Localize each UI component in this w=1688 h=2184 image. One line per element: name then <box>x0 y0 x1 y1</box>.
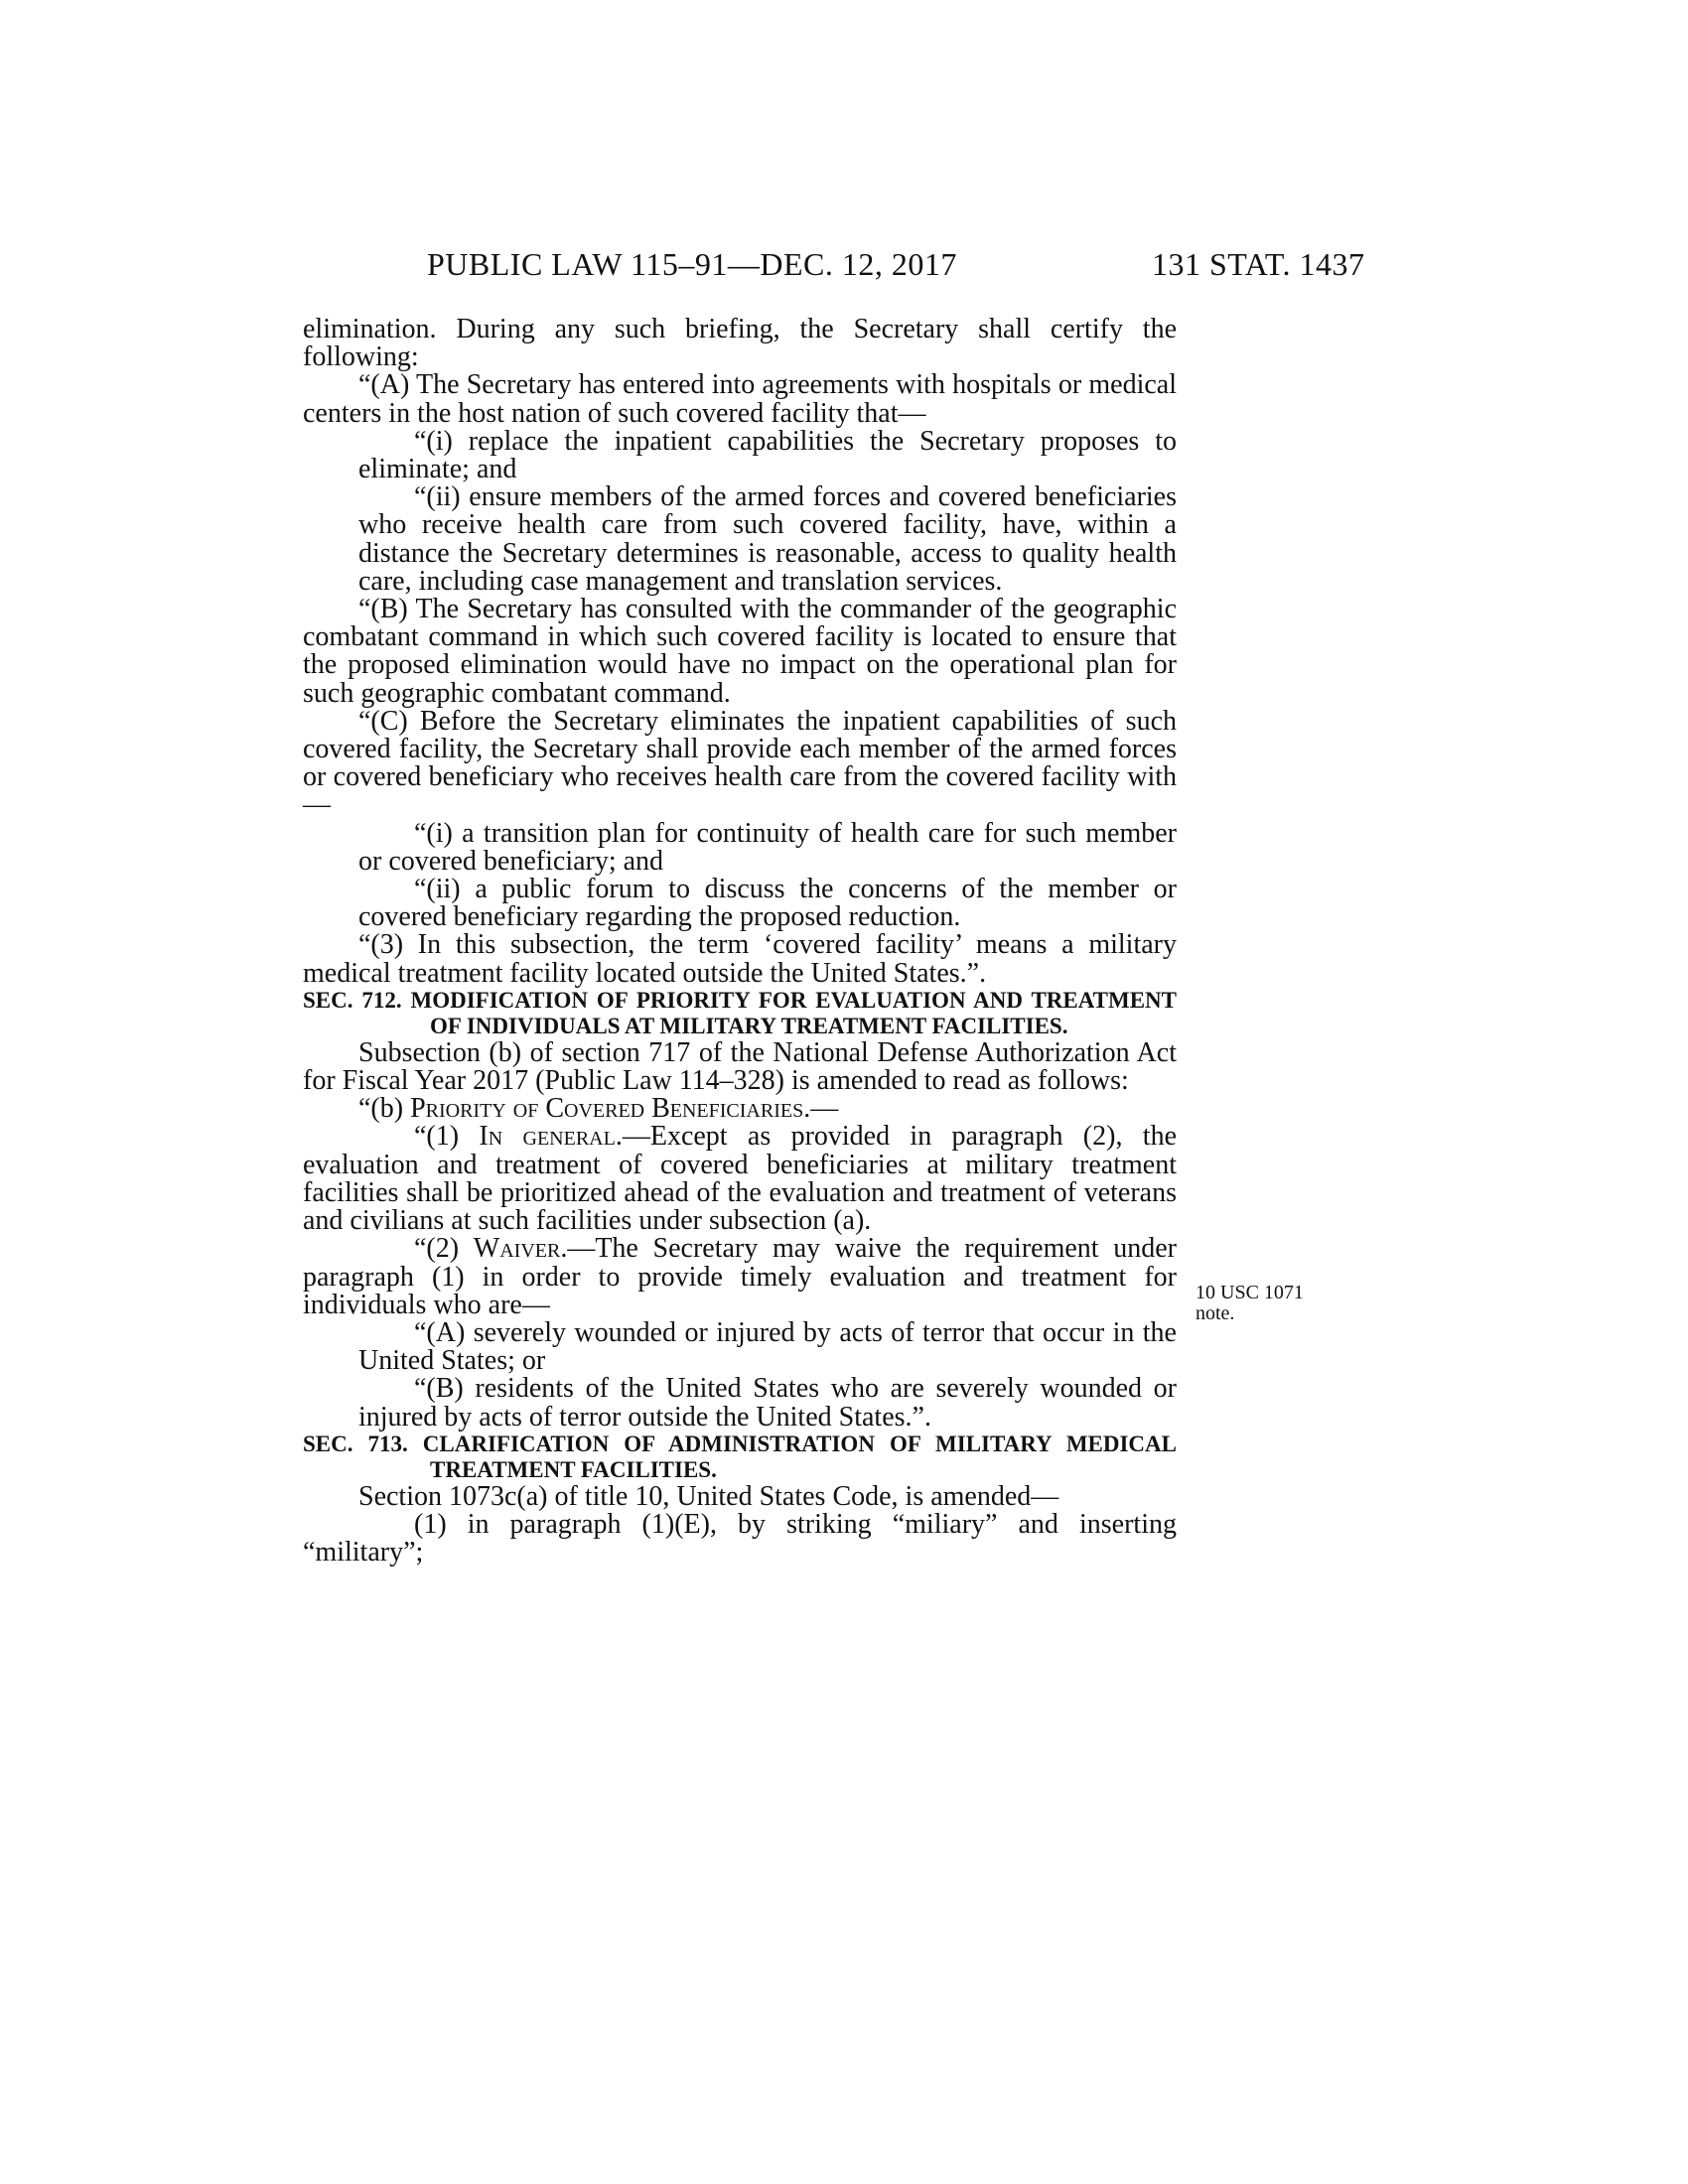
paragraph: “(ii) a public forum to discuss the concerns of the member or covered beneficiary regarding the proposed reduction. <box>358 874 1177 933</box>
paragraph: “(3) In this subsection, the term ‘covered facility’ means a military medical treatment facility located outside the United States.”. <box>303 929 1177 989</box>
paragraph: “(C) Before the Secretary eliminates the inpatient capabilities of such covered facility, the Secretary shall provide each member of the armed forces or covered beneficiary who receives health care from the covered facility with— <box>303 705 1177 821</box>
margin-note <box>1196 1283 1304 1324</box>
section-heading-712: SEC. 712. MODIFICATION OF PRIORITY FOR EVALUATION AND TREATMENT OF INDIVIDUALS AT MILITARY TREATMENT FACILITIES. <box>303 987 1177 1038</box>
paragraph-heading: In general <box>479 1121 616 1153</box>
paragraph <box>303 1235 1177 1319</box>
paragraph: “(A) severely wounded or injured by acts of terror that occur in the United States; or <box>358 1316 1177 1377</box>
paragraph: “(ii) ensure members of the armed forces and covered beneficiaries who receive health care from such covered facility, have, within a distance the Secretary determines is reasonable, access to quality health care, including case management and translation services. <box>358 481 1177 597</box>
margin-note-label: note. <box>1196 1302 1235 1324</box>
paragraph: “(B) The Secretary has consulted with the commander of the geographic combatant command in which such covered facility is located to ensure that the proposed elimination would have no impact on the operational plan for such geographic combatant command. <box>303 594 1177 709</box>
section-heading-713: SEC. 713. CLARIFICATION OF ADMINISTRATION OF MILITARY MEDICAL TREATMENT FACILITIES. <box>303 1431 1177 1482</box>
margin-note-citation: 10 USC 1071 <box>1196 1282 1304 1303</box>
paragraph: Section 1073c(a) of title 10, United States Code, is amended— <box>358 1480 1059 1512</box>
paragraph <box>303 1123 1177 1235</box>
paragraph: “(B) residents of the United States who are severely wounded or injured by acts of terror outside the United States.”. <box>358 1373 1177 1433</box>
paragraph: “(i) a transition plan for continuity of health care for such member or covered beneficiary; and <box>358 817 1177 877</box>
subsection-prefix: “(b) <box>358 1093 411 1125</box>
paragraph: “(A) The Secretary has entered into agreements with hospitals or medical centers in the host nation of such covered facility that— <box>303 369 1177 429</box>
paragraph-text: .—The Secretary may waive the requirement under paragraph (1) in order to provide timely evaluation and treatment for individuals who are— <box>303 1233 1177 1320</box>
paragraph: Subsection (b) of section 717 of the National Defense Authorization Act for Fiscal Year 2017 (Public Law 114–328) is amended to read as follows: <box>303 1036 1177 1097</box>
running-header-title: PUBLIC LAW 115–91—DEC. 12, 2017 <box>427 246 957 282</box>
paragraph: “(i) replace the inpatient capabilities the Secretary proposes to eliminate; and <box>358 425 1177 485</box>
statute-page-number: 131 STAT. 1437 <box>1152 246 1365 282</box>
paragraph: (1) in paragraph (1)(E), by striking “miliary” and inserting “military”; <box>303 1508 1177 1569</box>
paragraph-prefix: “(2) <box>414 1233 474 1265</box>
subsection-heading <box>303 1095 1177 1123</box>
paragraph: elimination. During any such briefing, the Secretary shall certify the following: <box>303 314 1177 373</box>
paragraph-heading: Waiver <box>473 1233 561 1265</box>
document-body <box>303 316 1177 1567</box>
subsection-title: Priority of Covered Beneficiaries <box>410 1093 804 1125</box>
paragraph-text: .—Except as provided in paragraph (2), the evaluation and treatment of covered beneficiaries at military treatment facilities shall be prioritized ahead of the evaluation and treatment of veterans and civilians at such facilities under subsection (a). <box>303 1121 1177 1237</box>
paragraph-prefix: “(1) <box>414 1121 480 1153</box>
subsection-dash: .— <box>803 1093 839 1125</box>
